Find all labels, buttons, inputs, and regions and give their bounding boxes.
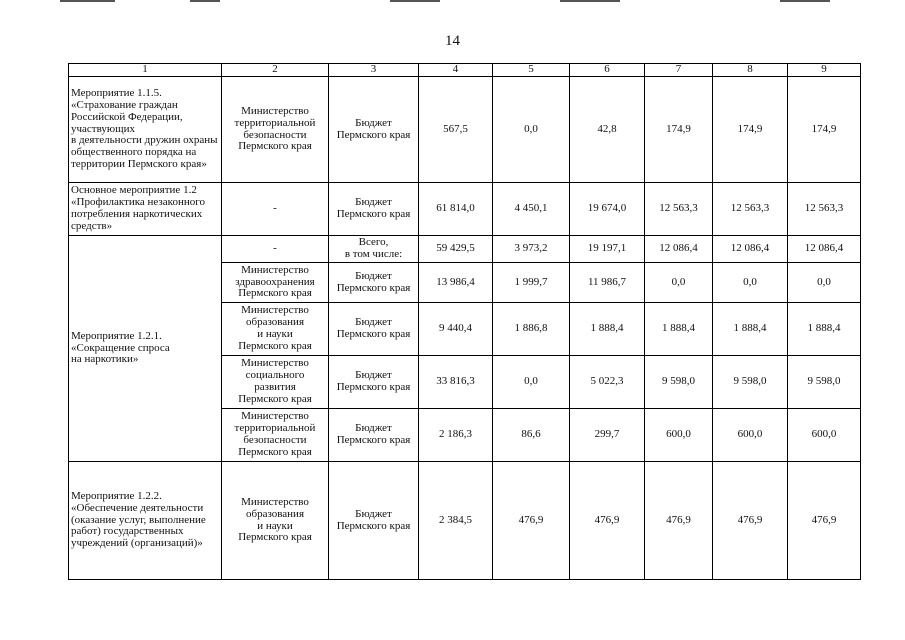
event-cell: Мероприятие 1.2.2. «Обеспечение деятельности (оказание услуг, выполнение работ) государственных учреждений (организаций)» — [69, 462, 222, 580]
value-cell: 61 814,0 — [419, 183, 493, 236]
scan-edge-mark — [390, 0, 440, 2]
event-cell: Мероприятие 1.2.1. «Сокращение спроса на наркотики» — [69, 236, 222, 462]
source-cell: Бюджет Пермского края — [329, 183, 419, 236]
value-cell: 0,0 — [645, 263, 713, 303]
table-row — [69, 183, 861, 236]
value-cell: 12 563,3 — [713, 183, 788, 236]
source-cell: Бюджет Пермского края — [329, 409, 419, 462]
value-cell: 13 986,4 — [419, 263, 493, 303]
value-cell: 12 086,4 — [713, 236, 788, 263]
value-cell: 59 429,5 — [419, 236, 493, 263]
executor-cell: Министерство образования и науки Пермского края — [222, 303, 329, 356]
value-cell: 600,0 — [645, 409, 713, 462]
column-header: 6 — [570, 64, 645, 77]
value-cell: 476,9 — [788, 462, 861, 580]
scan-edge-mark — [780, 0, 830, 2]
source-cell: Бюджет Пермского края — [329, 77, 419, 183]
source-cell: Бюджет Пермского края — [329, 462, 419, 580]
budget-table — [68, 63, 861, 580]
value-cell: 174,9 — [788, 77, 861, 183]
executor-cell: Министерство территориальной безопасности Пермского края — [222, 409, 329, 462]
value-cell: 476,9 — [645, 462, 713, 580]
value-cell: 19 197,1 — [570, 236, 645, 263]
page-number: 14 — [445, 33, 460, 49]
executor-cell: Министерство территориальной безопасности Пермского края — [222, 77, 329, 183]
value-cell: 9 440,4 — [419, 303, 493, 356]
executor-cell: Министерство социального развития Пермского края — [222, 356, 329, 409]
table-row — [69, 462, 861, 580]
column-header: 7 — [645, 64, 713, 77]
value-cell: 4 450,1 — [493, 183, 570, 236]
value-cell: 1 888,4 — [645, 303, 713, 356]
value-cell: 174,9 — [645, 77, 713, 183]
value-cell: 5 022,3 — [570, 356, 645, 409]
value-cell: 12 086,4 — [788, 236, 861, 263]
value-cell: 86,6 — [493, 409, 570, 462]
value-cell: 2 186,3 — [419, 409, 493, 462]
value-cell: 9 598,0 — [788, 356, 861, 409]
event-cell: Мероприятие 1.1.5. «Страхование граждан Российской Федерации, участвующих в деятельности дружин охраны общественного порядка на территории Пермского края» — [69, 77, 222, 183]
value-cell: 476,9 — [570, 462, 645, 580]
column-number-row — [69, 64, 861, 77]
value-cell: 1 888,4 — [570, 303, 645, 356]
value-cell: 12 563,3 — [645, 183, 713, 236]
value-cell: 1 999,7 — [493, 263, 570, 303]
value-cell: 42,8 — [570, 77, 645, 183]
value-cell: 600,0 — [713, 409, 788, 462]
value-cell: 11 986,7 — [570, 263, 645, 303]
value-cell: 174,9 — [713, 77, 788, 183]
column-header: 9 — [788, 64, 861, 77]
source-cell: Бюджет Пермского края — [329, 263, 419, 303]
value-cell: 2 384,5 — [419, 462, 493, 580]
value-cell: 3 973,2 — [493, 236, 570, 263]
source-cell: Бюджет Пермского края — [329, 303, 419, 356]
value-cell: 12 086,4 — [645, 236, 713, 263]
value-cell: 9 598,0 — [645, 356, 713, 409]
value-cell: 9 598,0 — [713, 356, 788, 409]
value-cell: 299,7 — [570, 409, 645, 462]
event-cell: Основное мероприятие 1.2 «Профилактика незаконного потребления наркотических средств» — [69, 183, 222, 236]
value-cell: 567,5 — [419, 77, 493, 183]
scan-edge-mark — [60, 0, 115, 2]
value-cell: 1 888,4 — [788, 303, 861, 356]
value-cell: 19 674,0 — [570, 183, 645, 236]
value-cell: 1 888,4 — [713, 303, 788, 356]
column-header: 8 — [713, 64, 788, 77]
value-cell: 0,0 — [493, 77, 570, 183]
value-cell: 33 816,3 — [419, 356, 493, 409]
value-cell: 476,9 — [493, 462, 570, 580]
value-cell: 0,0 — [788, 263, 861, 303]
value-cell: 476,9 — [713, 462, 788, 580]
value-cell: 0,0 — [713, 263, 788, 303]
column-header: 4 — [419, 64, 493, 77]
source-cell: Всего, в том числе: — [329, 236, 419, 263]
scan-edge-mark — [560, 0, 620, 2]
table-row — [69, 236, 861, 263]
executor-cell: - — [222, 183, 329, 236]
value-cell: 1 886,8 — [493, 303, 570, 356]
executor-cell: Министерство образования и науки Пермского края — [222, 462, 329, 580]
source-cell: Бюджет Пермского края — [329, 356, 419, 409]
column-header: 1 — [69, 64, 222, 77]
scan-edge-mark — [190, 0, 220, 2]
value-cell: 600,0 — [788, 409, 861, 462]
column-header: 2 — [222, 64, 329, 77]
value-cell: 12 563,3 — [788, 183, 861, 236]
executor-cell: Министерство здравоохранения Пермского края — [222, 263, 329, 303]
executor-cell: - — [222, 236, 329, 263]
column-header: 3 — [329, 64, 419, 77]
table-row — [69, 77, 861, 183]
value-cell: 0,0 — [493, 356, 570, 409]
column-header: 5 — [493, 64, 570, 77]
